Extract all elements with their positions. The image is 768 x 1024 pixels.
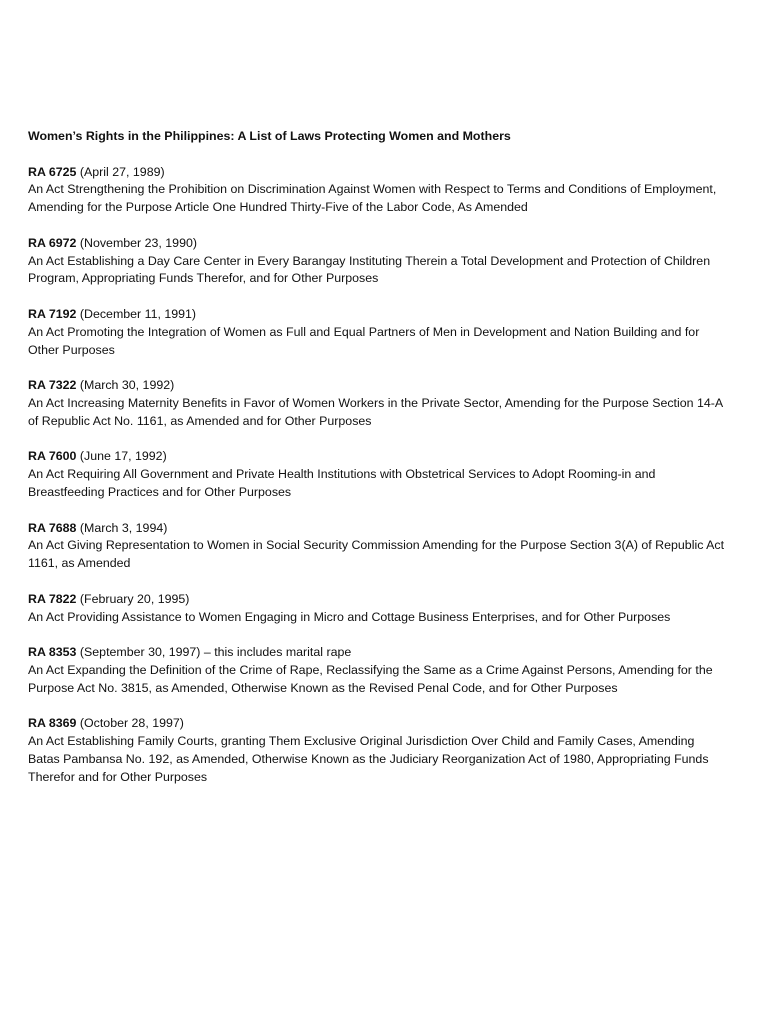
law-heading (28, 715, 728, 733)
law-entry-ra-8353 (28, 644, 728, 697)
law-entry-ra-7192 (28, 306, 728, 359)
law-date: (April 27, 1989) (76, 164, 165, 179)
law-description: An Act Promoting the Integration of Women as Full and Equal Partners of Men in Development and Nation Building and for Other Purposes (28, 324, 700, 357)
law-entry-ra-6972 (28, 235, 728, 288)
law-number: RA 8353 (28, 645, 77, 660)
law-number: RA 7322 (28, 378, 77, 393)
law-number: RA 6725 (28, 164, 77, 179)
law-date: (March 3, 1994) (76, 520, 168, 535)
law-entry-ra-7600 (28, 448, 728, 501)
law-description: An Act Requiring All Government and Private Health Institutions with Obstetrical Services to Adopt Rooming-in and Breastfeeding Practices and for Other Purposes (28, 467, 656, 499)
law-date: (December 11, 1991) (76, 306, 197, 321)
law-description: An Act Expanding the Definition of the Crime of Rape, Reclassifying the Same as a Crime Against Persons, Amending for the Purpose Act No. 3815, as Amended, Otherwise Known as the Revised Penal Code, and for Other Purposes (28, 662, 713, 695)
law-heading (28, 235, 728, 253)
law-description: An Act Establishing Family Courts, granting Them Exclusive Original Jurisdiction Over Child and Family Cases, Amending Batas Pambansa No. 192, as Amended, Otherwise Known as the Judiciary Reorganization Act of 1980, Appropriating Funds Therefor and for Other Purposes (28, 734, 709, 784)
law-entry-ra-8369 (28, 715, 728, 786)
law-heading (28, 448, 728, 466)
law-number: RA 7192 (28, 306, 77, 321)
law-date: (November 23, 1990) (76, 235, 197, 250)
law-number: RA 7822 (28, 591, 77, 606)
law-description: An Act Giving Representation to Women in Social Security Commission Amending for the Purpose Section 3(A) of Republic Act 1161, as Amended (28, 538, 725, 571)
law-number: RA 7600 (28, 449, 77, 464)
law-heading (28, 591, 728, 609)
law-entry-ra-6725 (28, 164, 728, 217)
document-page (28, 128, 728, 804)
law-description: An Act Strengthening the Prohibition on Discrimination Against Women with Respect to Terms and Conditions of Employment, Amending for the Purpose Article One Hundred Thirty-Five of the Labor Code, As Amended (28, 182, 717, 215)
law-number: RA 7688 (28, 520, 77, 535)
law-heading (28, 377, 728, 395)
law-date: (March 30, 1992) (76, 378, 175, 393)
law-entry-ra-7688 (28, 520, 728, 573)
law-description: An Act Increasing Maternity Benefits in Favor of Women Workers in the Private Sector, Amending for the Purpose Section 14-A of Republic Act No. 1161, as Amended and for Other Purposes (28, 395, 723, 428)
law-heading (28, 164, 728, 182)
law-heading (28, 644, 728, 662)
law-number: RA 6972 (28, 235, 77, 250)
document-title: Women’s Rights in the Philippines: A List of Laws Protecting Women and Mothers (28, 129, 511, 143)
law-entry-ra-7822 (28, 591, 728, 627)
law-heading (28, 520, 728, 538)
law-date: (October 28, 1997) (76, 716, 184, 731)
law-entry-ra-7322 (28, 377, 728, 430)
law-number: RA 8369 (28, 716, 77, 731)
law-description: An Act Providing Assistance to Women Engaging in Micro and Cottage Business Enterprises, and for Other Purposes (28, 609, 671, 624)
law-heading (28, 306, 728, 324)
law-date: (February 20, 1995) (76, 591, 190, 606)
law-date: (June 17, 1992) (76, 449, 167, 464)
law-description: An Act Establishing a Day Care Center in Every Barangay Instituting Therein a Total Development and Protection of Children Program, Appropriating Funds Therefor, and for Other Purposes (28, 253, 711, 286)
law-date: (September 30, 1997) – this includes marital rape (76, 645, 352, 660)
